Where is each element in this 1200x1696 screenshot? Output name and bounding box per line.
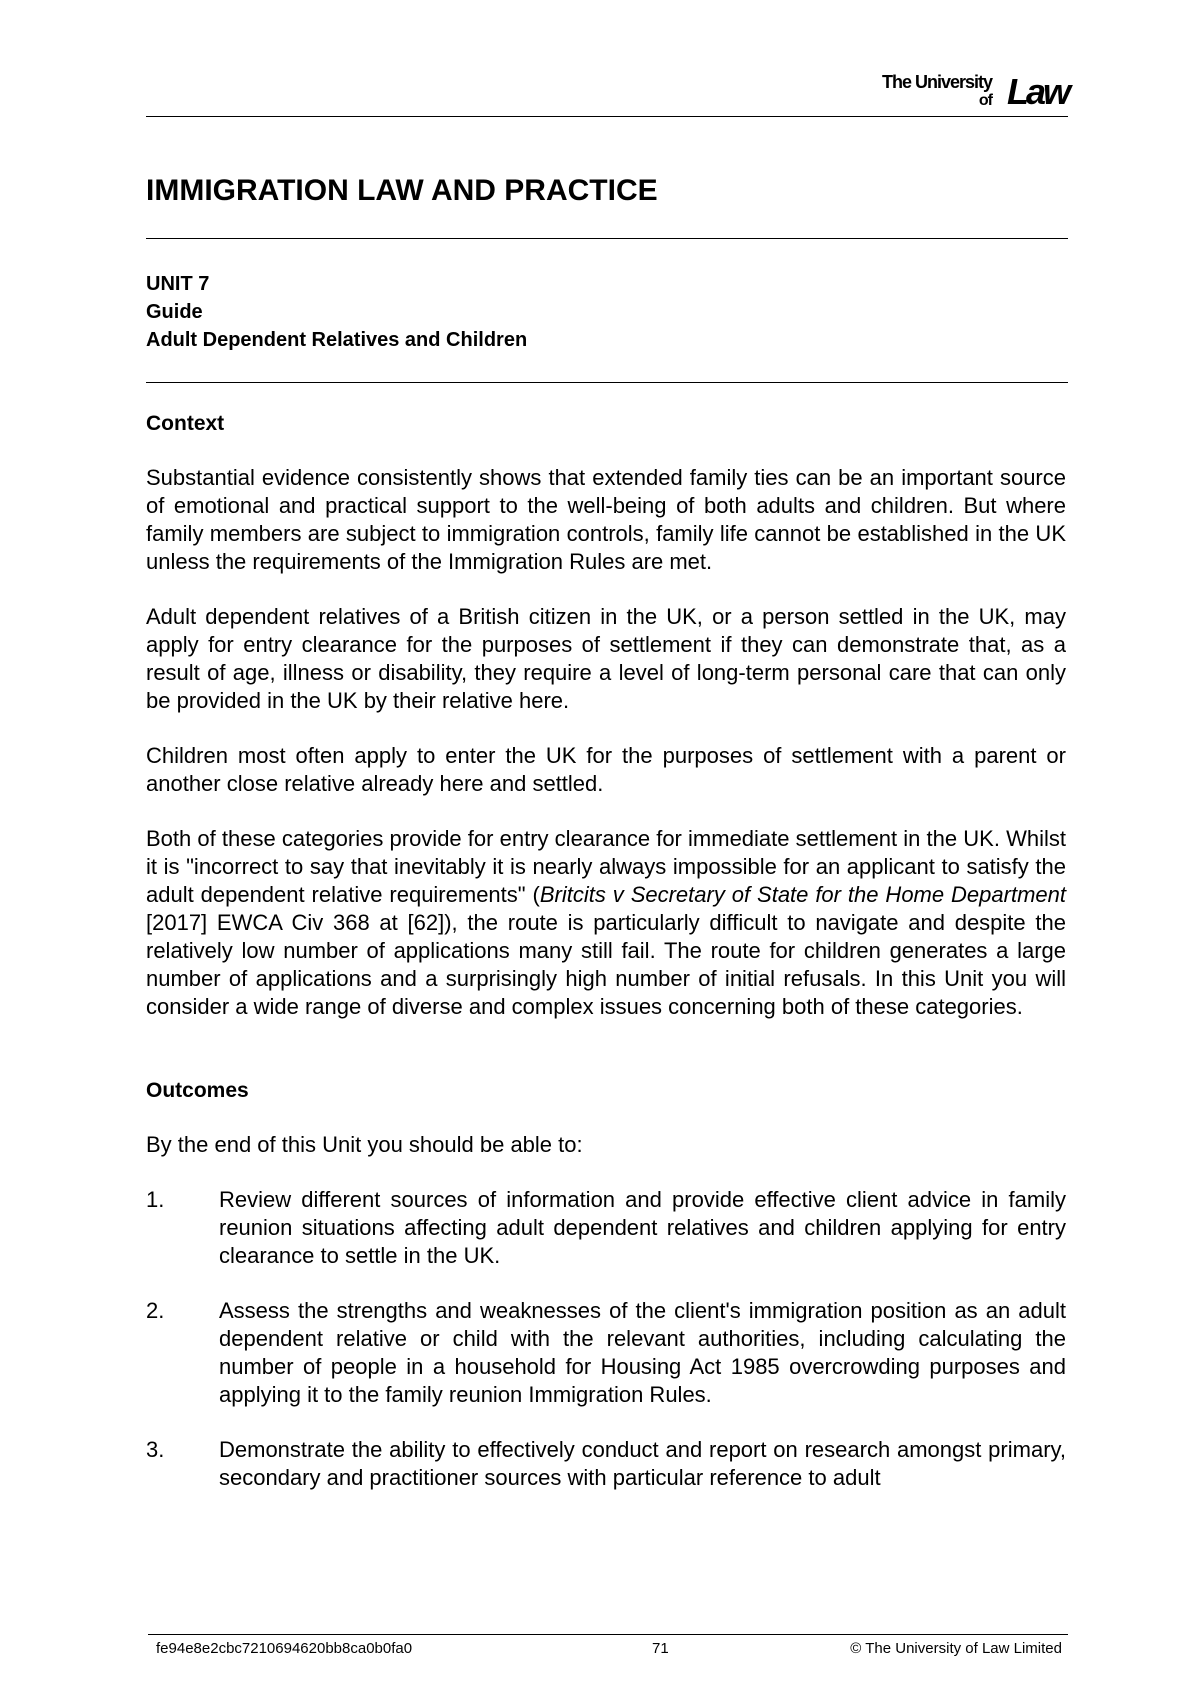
outcome-item — [146, 1436, 1066, 1492]
logo-line-2: of — [978, 92, 992, 109]
unit-divider — [146, 382, 1068, 383]
context-paragraph-2: Adult dependent relatives of a British citizen in the UK, or a person settled in the UK, may apply for entry clearance for the purposes of settlement if they can demonstrate that, as a result of age, illness or disability, they require a level of long-term personal care that can only be provided in the UK by their relative here. — [146, 604, 1066, 713]
outcome-number: 2. — [146, 1298, 165, 1323]
context-paragraph-1: Substantial evidence consistently shows that extended family ties can be an important source of emotional and practical support to the well-being of both adults and children. But where family members are subject to immigration controls, family life cannot be established in the UK unless the requirements of the Immigration Rules are met. — [146, 465, 1066, 574]
page-footer — [148, 1640, 1068, 1660]
unit-topic: Adult Dependent Relatives and Children — [146, 329, 528, 351]
outcome-number: 3. — [146, 1437, 165, 1462]
outcome-text: Demonstrate the ability to effectively conduct and report on research amongst primary, secondary and practitioner sources with particular reference to adult — [219, 1437, 1066, 1490]
main-content — [146, 410, 1066, 1519]
copyright-notice: © The University of Law Limited — [850, 1640, 1062, 1657]
outcome-item — [146, 1297, 1066, 1409]
case-citation: Britcits v Secretary of State for the Home Department — [539, 882, 1066, 907]
context-heading: Context — [146, 412, 225, 435]
title-divider — [146, 238, 1068, 239]
outcome-item — [146, 1186, 1066, 1270]
unit-type: Guide — [146, 301, 203, 323]
logo-line-1: The University — [881, 72, 992, 92]
footer-divider — [148, 1634, 1068, 1635]
context-paragraph-4 — [146, 825, 1066, 1021]
header-divider — [146, 116, 1068, 117]
outcomes-intro: By the end of this Unit you should be able to: — [146, 1132, 583, 1157]
unit-number: UNIT 7 — [146, 273, 210, 295]
page-number: 71 — [652, 1640, 669, 1657]
paragraph-4-part-b: [2017] EWCA Civ 368 at [62]), the route is particularly difficult to navigate and despite the relatively low number of applications many still fail. The route for children generates a large number of applications and a surprisingly high number of initial refusals. In this Unit you will consider a wide range of diverse and complex issues concerning both of these categories. — [146, 910, 1066, 1019]
outcome-number: 1. — [146, 1187, 165, 1212]
context-paragraph-3: Children most often apply to enter the UK for the purposes of settlement with a parent or another close relative already here and settled. — [146, 743, 1066, 796]
logo-word: Law — [1006, 71, 1068, 112]
outcome-text: Assess the strengths and weaknesses of the client's immigration position as an adult dependent relative or child with the relevant authorities, including calculating the number of people in a household for Housing Act 1985 overcrowding purposes and applying it to the family reunion Immigration Rules. — [219, 1298, 1066, 1407]
unit-block — [146, 270, 527, 354]
paragraph-4-part-a: Both of these categories provide for entry clearance for immediate settlement in the UK. Whilst it is "incorrect to say that inevitably it is nearly always impossible for an applicant to satisfy the adult dependent relative requirements" ( — [146, 826, 1066, 907]
outcomes-heading: Outcomes — [146, 1079, 249, 1102]
outcomes-list — [146, 1186, 1066, 1492]
university-of-law-logo — [858, 70, 1068, 110]
document-reference: fe94e8e2cbc7210694620bb8ca0b0fa0 — [156, 1640, 413, 1657]
page-title: IMMIGRATION LAW AND PRACTICE — [146, 174, 658, 207]
outcome-text: Review different sources of information and provide effective client advice in family reunion situations affecting adult dependent relatives and children applying for entry clearance to settle in the UK. — [219, 1187, 1066, 1268]
